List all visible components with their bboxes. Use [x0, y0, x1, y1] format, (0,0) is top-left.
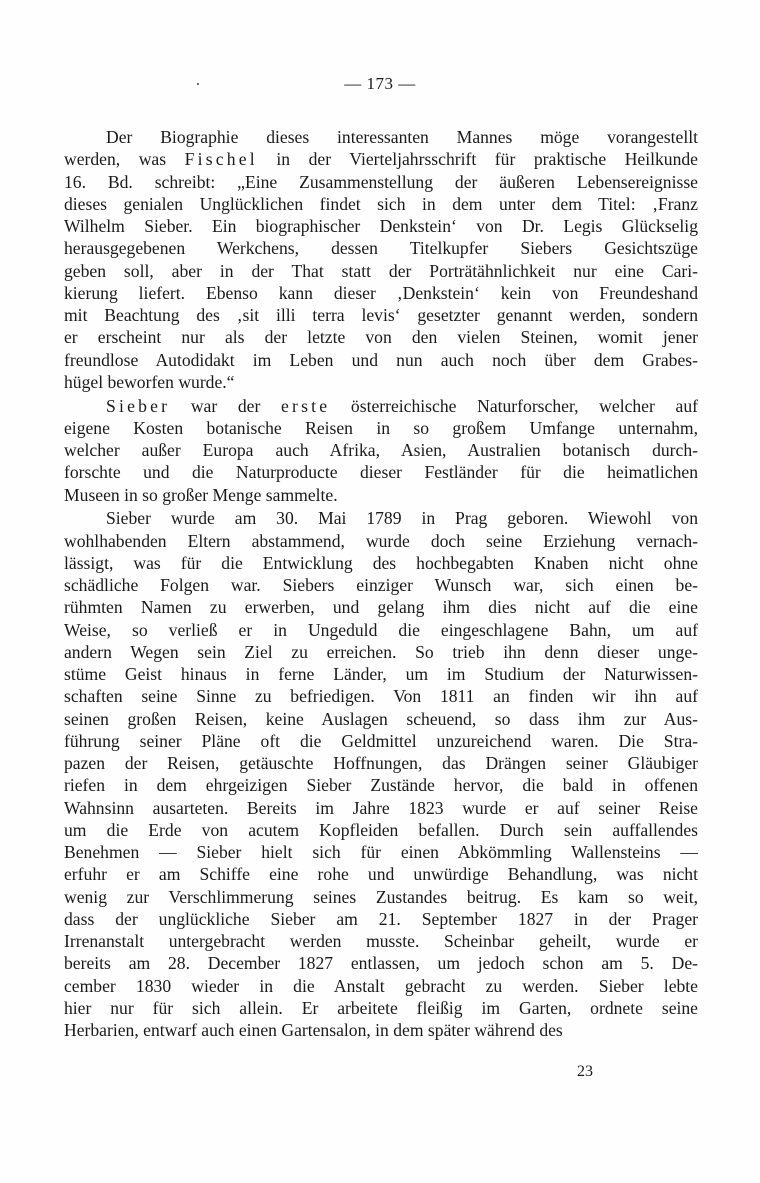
text-line: [64, 574, 698, 596]
text-line: [64, 886, 698, 908]
text-line: [64, 952, 698, 974]
text-segment: österreichische Naturforscher, welcher auf: [330, 395, 698, 416]
text-segment: dass der unglückliche Sieber am 21. September 1827 in der Prager: [64, 908, 698, 929]
text-segment: in der Vierteljahrsschrift für praktische Heilkunde: [257, 149, 698, 170]
text-segment: Museen in so großer Menge sammelte.: [64, 484, 338, 505]
text-segment: freundlose Autodidakt im Leben und nun auch noch über dem Grabes-: [64, 349, 698, 370]
body-text: [64, 126, 698, 1041]
text-line: [64, 708, 698, 730]
text-segment: erfuhr er am Schiffe eine rohe und unwürdige Behandlung, was nicht: [64, 864, 698, 885]
text-line: [64, 797, 698, 819]
paragraph: [64, 395, 698, 506]
text-line: [64, 819, 698, 841]
text-segment: wohlhabenden Eltern abstammend, wurde doch seine Erziehung vernach-: [64, 530, 698, 551]
text-line: [64, 326, 698, 348]
text-segment: er erscheint nur als der letzte von den vielen Steinen, womit jener: [64, 327, 698, 348]
text-segment: bereits am 28. December 1827 entlassen, um jedoch schon am 5. De-: [64, 953, 698, 974]
text-segment: Wilhelm Sieber. Ein biographischer Denkstein‘ von Dr. Legis Glückselig: [64, 216, 698, 236]
text-line: [64, 596, 698, 618]
text-segment: führung seiner Pläne oft die Geldmittel unzureichend waren. Die Stra-: [64, 730, 698, 751]
text-segment: Sieber wurde am 30. Mai 1789 in Prag geboren. Wiewohl von: [106, 508, 698, 529]
text-line: [64, 908, 698, 930]
text-line: [64, 841, 698, 863]
text-segment: geben soll, aber in der That statt der Porträtähnlichkeit nur eine Cari-: [64, 260, 698, 281]
text-line: [64, 395, 698, 417]
paragraph: [64, 507, 698, 1041]
text-segment: Herbarien, entwarf auch einen Gartensalon, in dem später während des: [64, 1020, 563, 1040]
text-segment: pazen der Reisen, getäuschte Hoffnungen, das Drängen seiner Gläubiger: [64, 753, 698, 773]
text-segment: 16. Bd. schreibt: „Eine Zusammenstellung der äußeren Lebensereignisse: [64, 171, 698, 192]
text-line: [64, 752, 698, 774]
text-line: [64, 349, 698, 371]
text-segment: hier nur für sich allein. Er arbeitete fleißig im Garten, ordnete seine: [64, 997, 698, 1018]
text-segment: welcher außer Europa auch Afrika, Asien, Australien botanisch durch-: [64, 440, 698, 460]
text-segment: rühmten Namen zu erwerben, und gelang ihm dies nicht auf die eine: [64, 597, 698, 618]
text-segment: um die Erde von acutem Kopfleiden befallen. Durch sein auffallendes: [64, 819, 698, 840]
text-line: [64, 997, 698, 1019]
text-segment: dieses genialen Unglücklichen findet sich in dem unter dem Titel: ‚Franz: [64, 193, 698, 214]
text-line: [64, 730, 698, 752]
text-line: [64, 148, 698, 170]
text-line: [64, 930, 698, 952]
text-line: [64, 975, 698, 997]
text-line: [64, 126, 698, 148]
text-segment: forschte und die Naturproducte dieser Festländer für die heimatlichen: [64, 462, 698, 483]
signature-mark: 23: [577, 1063, 593, 1080]
text-segment: wenig zur Verschlimmerung seines Zustandes beitrug. Es kam so weit,: [64, 886, 698, 907]
text-line: [64, 552, 698, 574]
speck-mark: [197, 83, 199, 85]
text-segment: seinen großen Reisen, keine Auslagen scheuend, so dass ihm zur Aus-: [64, 708, 698, 729]
text-line: [64, 484, 698, 506]
text-line: [64, 863, 698, 885]
text-line: [64, 282, 698, 304]
text-line: [64, 193, 698, 215]
text-line: [64, 304, 698, 326]
text-segment: war der: [170, 395, 282, 416]
text-segment: cember 1830 wieder in die Anstalt gebracht zu werden. Sieber lebte: [64, 975, 698, 996]
emphasized-name: Fischel: [184, 149, 258, 170]
text-segment: eigene Kosten botanische Reisen in so großem Umfange unternahm,: [64, 417, 698, 438]
text-segment: schädliche Folgen war. Siebers einziger Wunsch war, sich einen be-: [64, 575, 698, 595]
page-number-header: — 173 —: [344, 74, 416, 93]
text-segment: Weise, so verließ er in Ungeduld die eingeschlagene Bahn, um auf: [64, 619, 698, 640]
text-segment: werden, was: [64, 149, 185, 170]
text-line: [64, 439, 698, 461]
text-segment: stüme Geist hinaus in ferne Länder, um im Studium der Naturwissen-: [64, 664, 698, 684]
text-segment: mit Beachtung des ‚sit illi terra levis‘ gesetzter genannt werden, sondern: [64, 305, 698, 325]
text-line: [64, 641, 698, 663]
text-segment: herausgegebenen Werkchens, dessen Titelkupfer Siebers Gesichtszüge: [64, 238, 698, 259]
text-segment: riefen in dem ehrgeizigen Sieber Zustände hervor, die bald in offenen: [64, 775, 698, 796]
text-segment: lässigt, was für die Entwicklung des hochbegabten Knaben nicht ohne: [64, 552, 698, 573]
text-line: [64, 774, 698, 796]
text-line: [64, 417, 698, 439]
text-line: [64, 215, 698, 237]
text-line: [64, 461, 698, 483]
text-segment: Irrenanstalt untergebracht werden musste. Scheinbar geheilt, wurde er: [64, 931, 698, 951]
text-line: [64, 530, 698, 552]
text-segment: andern Wegen sein Ziel zu erreichen. So trieb ihn denn dieser unge-: [64, 641, 698, 662]
text-line: [64, 371, 698, 393]
text-line: [64, 1019, 698, 1041]
emphasized-name: Sieber: [106, 395, 171, 416]
text-segment: Wahnsinn ausarteten. Bereits im Jahre 1823 wurde er auf seiner Reise: [64, 797, 698, 818]
text-segment: kierung liefert. Ebenso kann dieser ‚Denkstein‘ kein von Freundeshand: [64, 282, 698, 303]
text-line: [64, 685, 698, 707]
text-line: [64, 260, 698, 282]
text-line: [64, 171, 698, 193]
text-segment: schaften seine Sinne zu befriedigen. Von 1811 an finden wir ihn auf: [64, 686, 698, 707]
text-segment: Der Biographie dieses interessanten Mannes möge vorangestellt: [106, 127, 698, 147]
paragraph: [64, 126, 698, 393]
text-segment: hügel beworfen wurde.“: [64, 371, 235, 392]
text-line: [64, 619, 698, 641]
emphasized-name: erste: [281, 395, 331, 416]
text-segment: Benehmen — Sieber hielt sich für einen Abkömmling Wallensteins —: [64, 842, 698, 862]
text-line: [64, 507, 698, 529]
text-line: [64, 663, 698, 685]
text-line: [64, 237, 698, 259]
